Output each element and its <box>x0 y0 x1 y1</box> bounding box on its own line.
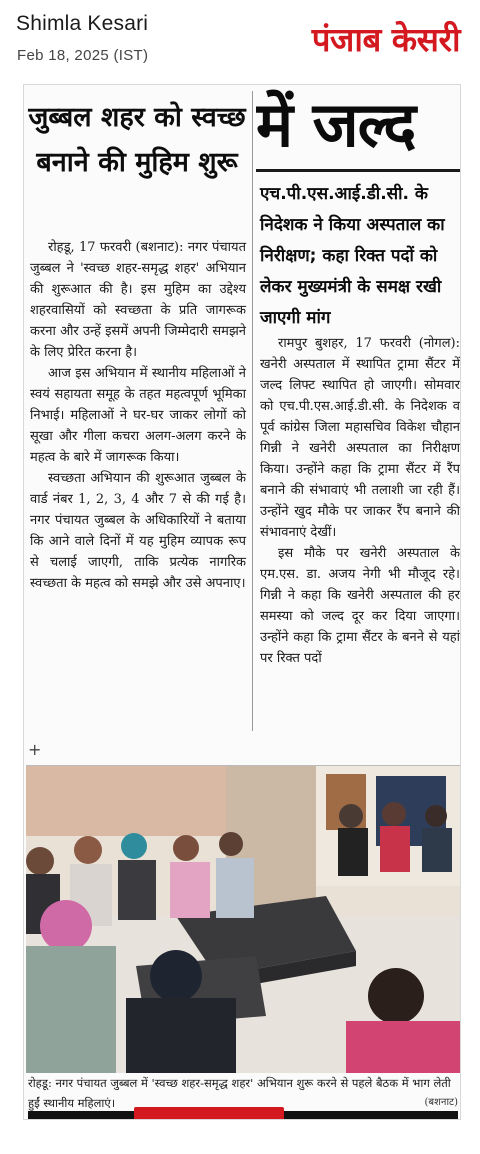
registration-crosshair-icon: + <box>28 740 42 759</box>
left-article-paragraph: रोहडू, 17 फरवरी (बशनाट): नगर पंचायत जुब्बल ने 'स्वच्छ शहर-समृद्ध शहर' अभियान की शुरूआत की है। इस मुहिम का उद्देश्य शहरवासियों को स्वच्छता के प्रति जागरूक करना और उन्हें इसमें अपनी जिम्मेदारी समझने के लिए प्रेरित करना है। <box>30 240 246 360</box>
next-article-badge <box>134 1107 284 1120</box>
newspaper-clipping <box>23 84 461 1120</box>
right-article <box>256 85 461 735</box>
meeting-photo <box>26 765 460 1073</box>
newspaper-masthead-logo: पंजाब केसरी <box>311 20 460 59</box>
left-article-headline: जुब्बल शहर को स्वच्छ बनाने की मुहिम शुरू <box>28 102 246 178</box>
left-article-body <box>30 237 246 594</box>
truncated-headline-strip: में जल्द <box>256 88 416 161</box>
photo-credit: (बशनाट) <box>424 1097 458 1108</box>
meeting-photo-illustration <box>26 766 460 1073</box>
right-article-body <box>260 333 460 669</box>
left-article-paragraph: स्वच्छता अभियान की शुरूआत जुब्बल के वार्ड नंबर 1, 2, 3, 4 और 7 से की गई है। नगर पंचायत जुब्बल के अधिकारियों ने बताया कि आने वाले दिनों में यह मुहिम व्यापक रूप से चलाई जाएगी, ताकि प्रत्येक नागरिक स्वच्छता के महत्व को समझे और उसे अपनाए। <box>30 471 246 591</box>
left-article <box>24 85 250 735</box>
left-article-paragraph: आज इस अभियान में स्थानीय महिलाओं ने स्वयं सहायता समूह के तहत महत्वपूर्ण भूमिका निभाई। महिलाओं ने घर-घर जाकर लोगों को सूखा और गीला कचरा अलग-अलग करने के महत्व के बारे में जागरूक किया। <box>30 366 246 465</box>
right-article-paragraph: रामपुर बुशहर, 17 फरवरी (नोगल): खनेरी अस्पताल में स्थापित ट्रामा सैंटर में जल्द लिफ्ट स्थापित हो जाएगी। सोमवार को एच.पी.एस.आई.डी.सी. के निदेशक व पूर्व कांग्रेस जिला महासचिव विकेश चौहान गिन्नी ने खनेरी अस्पताल का निरीक्षण किया। उन्होंने कहा कि ट्रामा सैंटर में रैंप बनाने की संभावाएं भी तलाशी जा रही हैं। उन्होंने खुद मौके पर जाकर रैंप बनाने की संभावनाएं देखीं। <box>260 336 460 540</box>
headline-rule <box>256 169 461 172</box>
right-article-paragraph: इस मौके पर खनेरी अस्पताल के एम.एस. डा. अजय नेगी भी मौजूद रहे। गिन्नी ने कहा कि खनेरी अस्पताल की हर समस्या को जल्द दूर कर दिया जाएगा। उन्होंने कहा कि ट्रामा सैंटर के बनने से यहां पर रिक्त पदों <box>260 546 460 666</box>
column-divider <box>252 91 253 731</box>
app-header <box>0 0 480 80</box>
edition-name: Shimla Kesari <box>16 12 149 35</box>
right-article-headline: एच.पी.एस.आई.डी.सी. के निदेशक ने किया अस्पताल का निरीक्षण; कहा रिक्त पदों को लेकर मुख्यमंत्री के समक्ष रखी जाएगी मांग <box>260 184 445 328</box>
photo-caption-text: रोहडू: नगर पंचायत जुब्बल में 'स्वच्छ शहर-समृद्ध शहर' अभियान शुरू करने से पहले बैठक में भाग लेती हुईं स्थानीय महिलाएं। <box>28 1076 451 1110</box>
edition-date: Feb 18, 2025 (IST) <box>17 47 149 64</box>
